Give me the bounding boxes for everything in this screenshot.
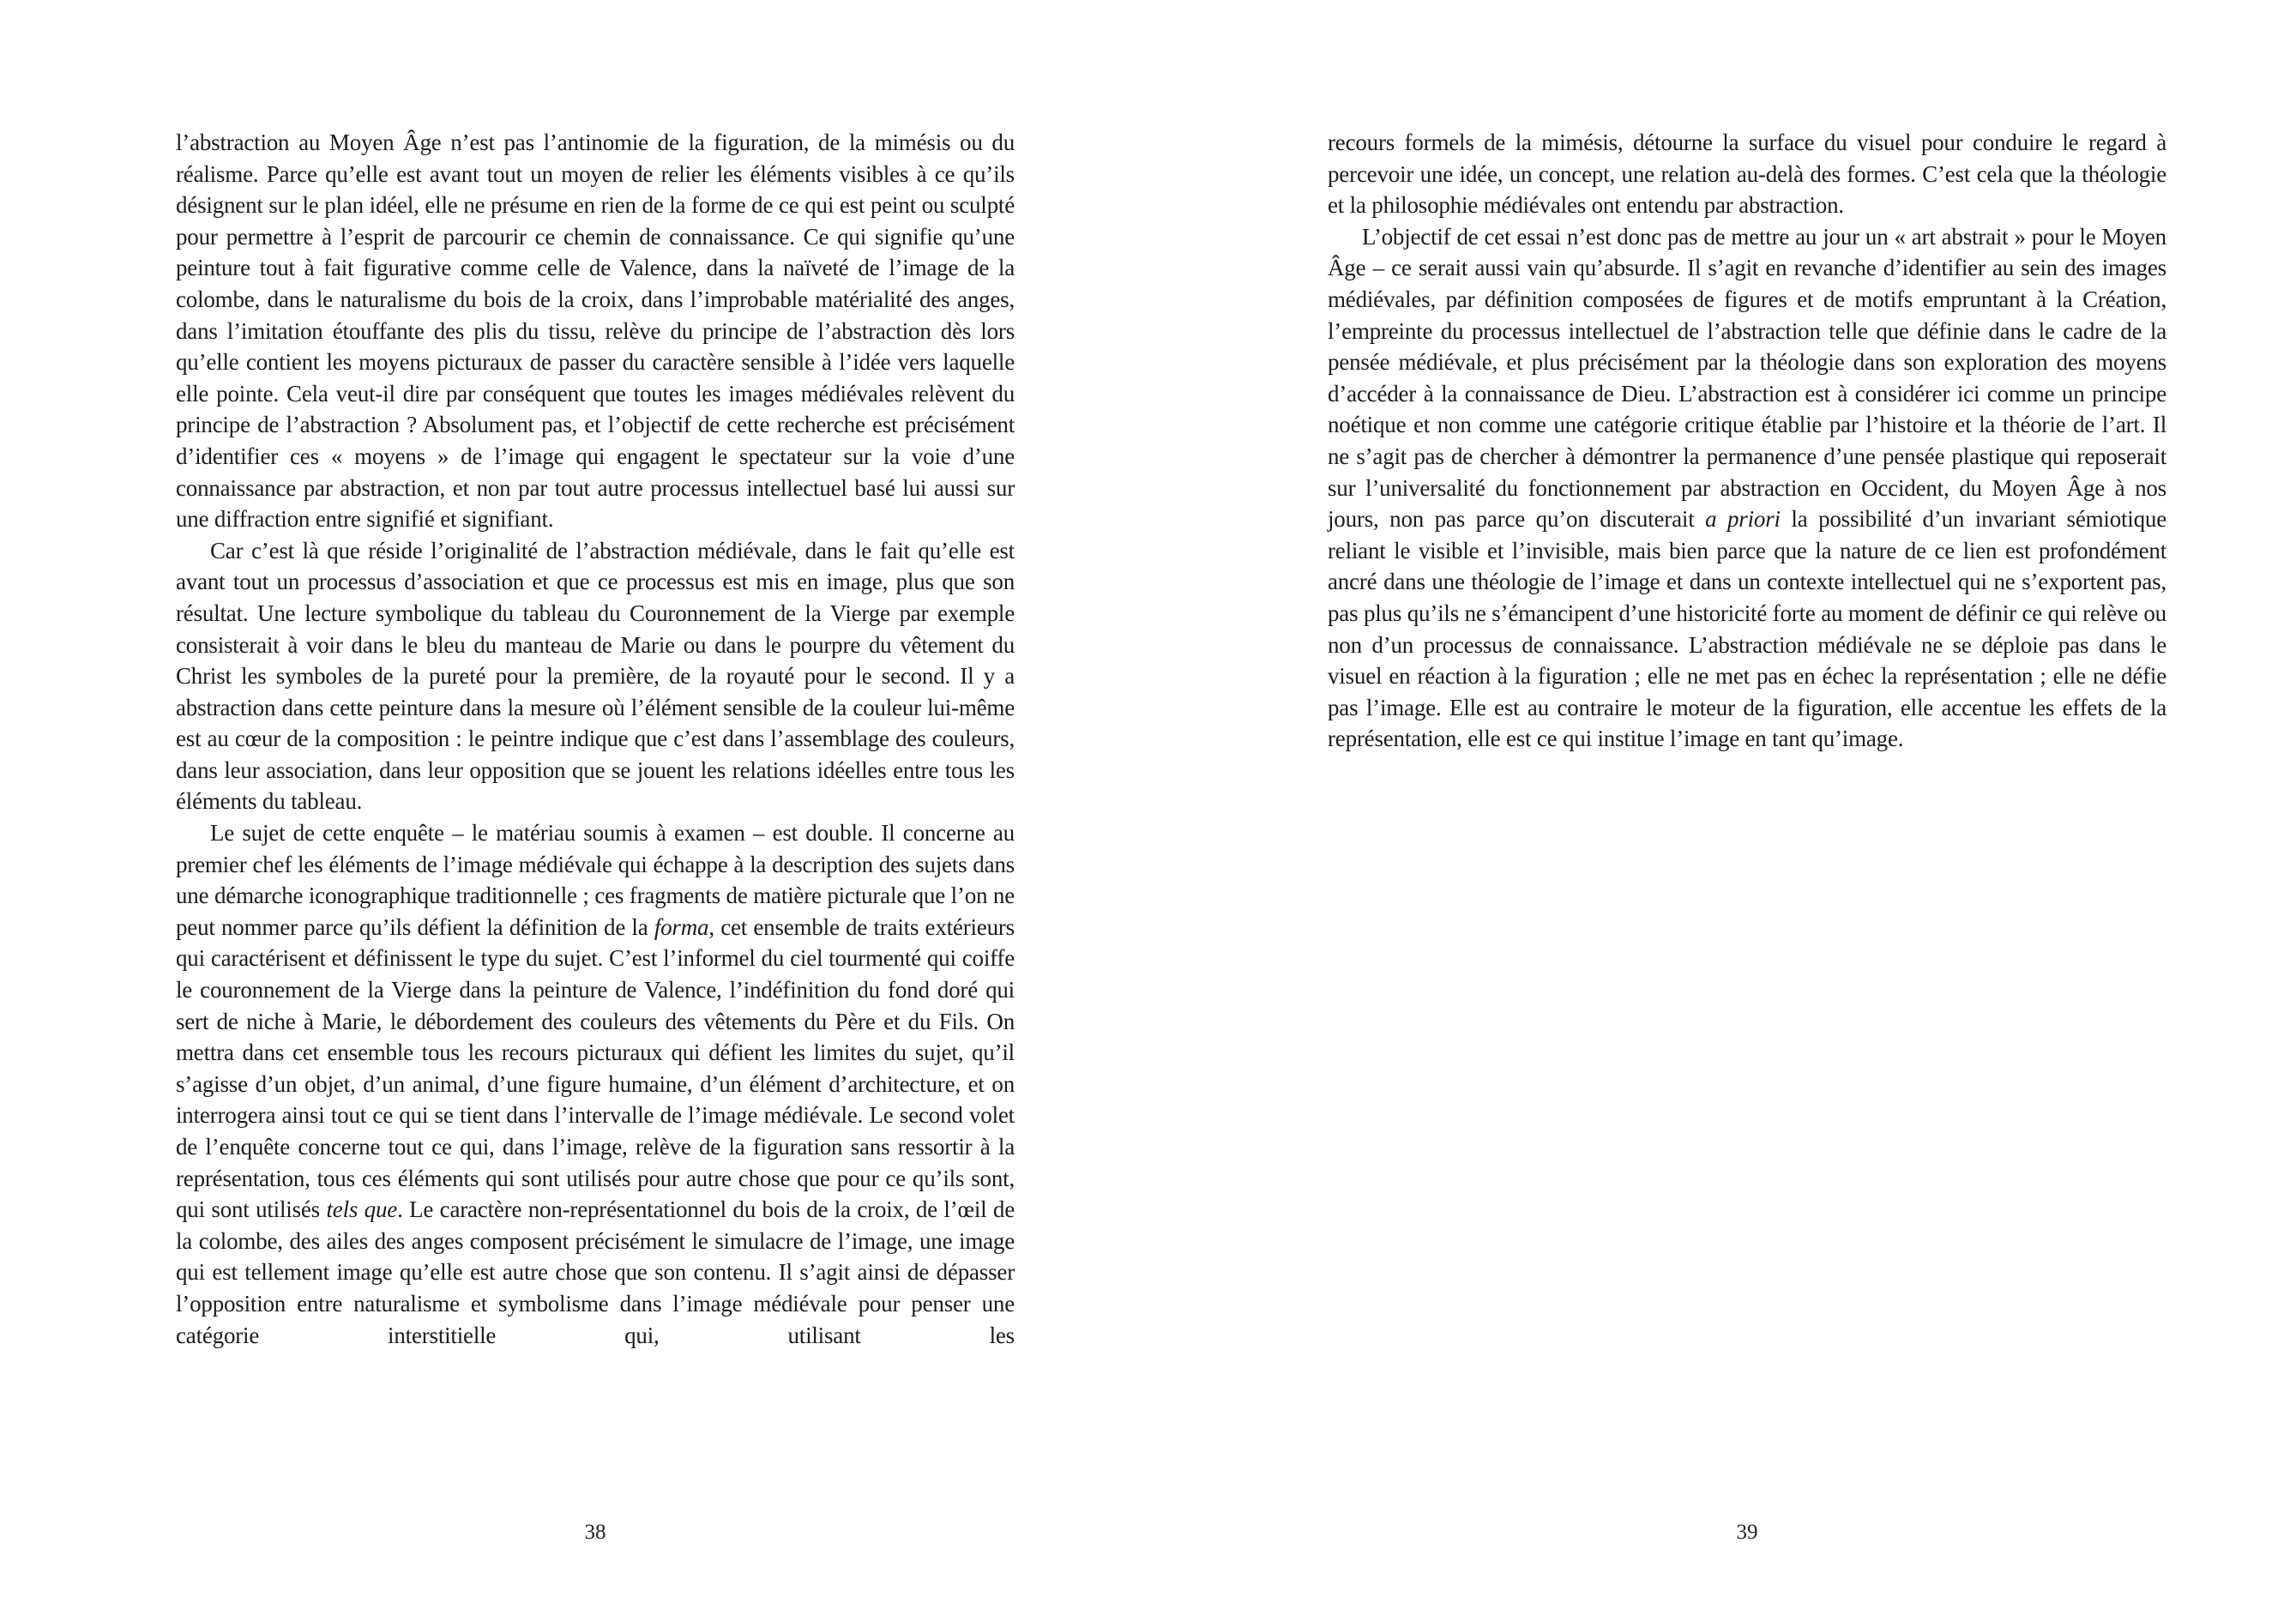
italic-phrase: tels que bbox=[326, 1196, 398, 1223]
text-segment: . Le caractère non-représentationnel du bois de la croix, de l’œil de la colombe, des ailes des anges composent précisément le simulacre de l’image, une image qui est tellement image qu’elle est autre chose que son contenu. Il s’agit ainsi de dépasser l’opposition entre naturalisme et symbolisme dans l’image médiévale pour penser une catégorie interstitielle qui, utilisant les bbox=[176, 1196, 1015, 1348]
italic-phrase: a priori bbox=[1705, 506, 1781, 533]
text-segment: la possibilité d’un invariant sémiotique reliant le visible et l’invisible, mais bien parce que la nature de ce lien est profondément ancré dans une théologie de l’image et dans un contexte intellectuel qui ne s’exportent pas, pas plus qu’ils ne s’émancipent d’une historicité forte au moment de définir ce qui relève ou non d’un processus de connaissance. L’abstraction médiévale ne se déploie pas dans le visuel en réaction à la figuration ; elle ne met pas en échec la représentation ; elle ne défie pas l’image. Elle est au contraire le moteur de la figuration, elle accentue les effets de la représentation, elle est ce qui institue l’image en tant qu’image. bbox=[1328, 506, 2166, 752]
paragraph bbox=[176, 127, 1015, 535]
paragraph bbox=[176, 817, 1015, 1351]
text-segment: L’objectif de cet essai n’est donc pas de mettre au jour un « art abstrait » pour le Moyen Âge – ce serait aussi vain qu’absurde. Il s’agit en revanche d’identifier au sein des images médiévales, par définition composées de figures et de motifs empruntant à la Création, l’empreinte du processus intellectuel de l’abstraction telle que définie dans le cadre de la pensée médiévale, et plus précisément par la théologie dans son exploration des moyens d’accéder à la connaissance de Dieu. L’abstraction est à considérer ici comme un principe noétique et non comme une catégorie critique établie par l’histoire et la théorie de l’art. Il ne s’agit pas de chercher à démontrer la permanence d’une pensée plastique qui reposerait sur l’universalité du fonctionnement par abstraction en Occident, du Moyen Âge à nos jours, non pas parce qu’on discuterait bbox=[1328, 223, 2166, 533]
text-segment: , cet ensemble de traits extérieurs qui caractérisent et définissent le type du sujet. C’est l’informel du ciel tourmenté qui coiffe le couronnement de la Vierge dans la peinture de Valence, l’indéfinition du fond doré qui sert de niche à Marie, le débordement des couleurs des vêtements du Père et du Fils. On mettra dans cet ensemble tous les recours picturaux qui défient les limites du sujet, qu’il s’agisse d’un objet, d’un animal, d’une figure humaine, d’un élément d’architecture, et on interrogera ainsi tout ce qui se tient dans l’intervalle de l’image médiévale. Le second volet de l’enquête concerne tout ce qui, dans l’image, relève de la figuration sans ressortir à la représentation, tous ces éléments qui sont utilisés pour autre chose que pour ce qu’ils sont, qui sont utilisés bbox=[176, 913, 1015, 1223]
text-segment: Car c’est là que réside l’originalité de l’abstraction médiévale, dans le fait qu’elle est avant tout un processus d’association et que ce processus est mis en image, plus que son résultat. Une lecture symbolique du tableau du Couronnement de la Vierge par exemple consisterait à voir dans le bleu du manteau de Marie ou dans le pourpre du vêtement du Christ les symboles de la pureté pour la première, de la royauté pour le second. Il y a abstraction dans cette peinture dans la mesure où l’élément sensible de la couleur lui-même est au cœur de la composition : le peintre indique que c’est dans l’assemblage des couleurs, dans leur association, dans leur opposition que se jouent les relations idéelles entre tous les éléments du tableau. bbox=[176, 537, 1015, 815]
text-segment: recours formels de la mimésis, détourne la surface du visuel pour conduire le regard à percevoir une idée, un concept, une relation au-delà des formes. C’est cela que la théologie et la philosophie médiévales ont entendu par abstraction. bbox=[1328, 130, 2166, 219]
page-number-right: 39 bbox=[1736, 1521, 1758, 1544]
italic-phrase: forma bbox=[654, 913, 709, 940]
paragraph bbox=[176, 535, 1015, 817]
paragraph bbox=[1328, 127, 2166, 221]
page-number-left: 38 bbox=[584, 1521, 606, 1544]
text-column-right bbox=[1328, 127, 2166, 755]
paragraph bbox=[1328, 221, 2166, 755]
text-segment: l’abstraction au Moyen Âge n’est pas l’antinomie de la figuration, de la mimésis ou du réalisme. Parce qu’elle est avant tout un moyen de relier les éléments visibles à ce qu’ils désignent sur le plan idéel, elle ne présume en rien de la forme de ce qui est peint ou sculpté pour permettre à l’esprit de parcourir ce chemin de connaissance. Ce qui signifie qu’une peinture tout à fait figurative comme celle de Valence, dans la naïveté de l’image de la colombe, dans le naturalisme du bois de la croix, dans l’improbable matérialité des anges, dans l’imitation étouffante des plis du tissu, relève du principe de l’abstraction dès lors qu’elle contient les moyens picturaux de passer du caractère sensible à l’idée vers laquelle elle pointe. Cela veut-il dire par conséquent que toutes les images médiévales relèvent du principe de l’abstraction ? Absolument pas, et l’objectif de cette recherche est précisément d’identifier ces « moyens » de l’image qui engagent le spectateur sur la voie d’une connaissance par abstraction, et non par tout autre processus intellectuel basé lui aussi sur une diffraction entre signifié et signifiant. bbox=[176, 130, 1015, 533]
text-segment: Le sujet de cette enquête – le matériau soumis à examen – est double. Il concerne au premier chef les éléments de l’image médiévale qui échappe à la description des sujets dans une démarche iconographique traditionnelle ; ces fragments de matière picturale que l’on ne peut nommer parce qu’ils défient la définition de la bbox=[176, 820, 1015, 940]
text-column-left bbox=[176, 127, 1015, 1351]
